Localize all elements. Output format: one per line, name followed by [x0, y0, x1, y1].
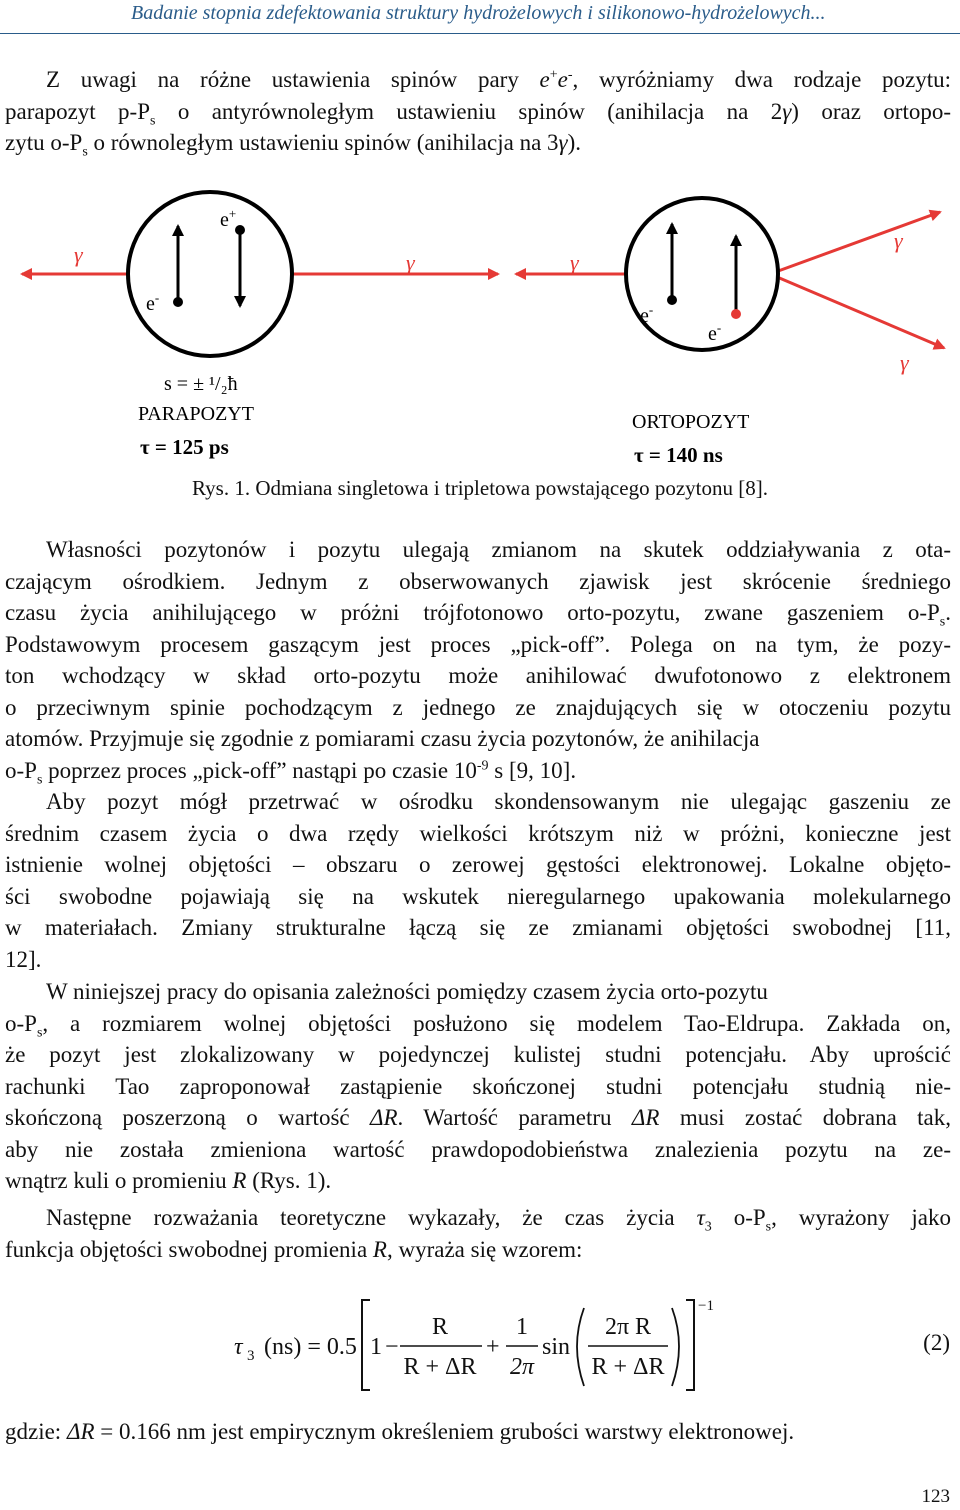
frac3-numerator: 2π R	[604, 1314, 652, 1340]
formula-tau-sub: 3	[247, 1348, 255, 1364]
particle-dot-2	[731, 309, 741, 319]
formula-one: 1	[370, 1334, 382, 1360]
paragraph-pick-off: Własności pozytonów i pozytu ulegają zmianom na skutek oddziaływania z ota- czającym ośrodkiem. Jednym z obserwowanych zjawisk jest skrócenie średniego czasu życia anihilującego w próżni trójfotonowo orto-pozytu, zwane gaszeniem $o-P_s$. Podstawowym procesem gaszącym jest proces „pick-off”. Polega on na tym, że pozy- ton wchodzący w skład orto-pozytu może anihilować dwufotonowo z elektronem o przeciwnym spinie pochodzącym z jednego ze znajdujących się w otoczeniu pozytu atomów. Przyjmuje się zgodnie z pomiarami czasu życia pozytonów, że anihilacja $o-P_s$ poprzez proces „pick-off” nastąpi po czasie $10^{-9}$ s [9, 10].	[5, 537, 951, 788]
gamma-arrow-top	[770, 212, 940, 274]
paragraph-formula-intro: Następne rozważania teoretyczne wykazały, że czas życia $\tau_3$ $o-P_s$, wyrażony jako funkcja objętości swobodnej promienia R, wyraża się wzorem:	[5, 1205, 951, 1262]
formula-exponent: −1	[698, 1298, 714, 1314]
gamma-label-right: γ	[406, 250, 415, 275]
tau3-formula	[230, 1292, 730, 1402]
orthopositronium-circle	[626, 198, 778, 350]
formula-plus: +	[486, 1334, 500, 1360]
orthopositronium-name: ORTOPOZYT	[632, 411, 750, 433]
positron-dot	[235, 225, 245, 235]
gamma-arrow-bottom	[770, 274, 944, 348]
gamma-label-left: γ	[570, 250, 579, 275]
running-header	[0, 0, 960, 34]
particle-dot-1	[667, 295, 677, 305]
right-paren	[672, 1308, 679, 1386]
paragraph-tao-eldrup: W niniejszej pracy do opisania zależności pomiędzy czasem życia orto-pozytu $o-P_s$, a rozmiarem wolnej objętości posłużono się modelem Tao-Eldrupa. Zakłada on, że pozyt jest zlokalizowany w pojedynczej kulistej studni potencjału. Aby uprościć rachunki Tao zaproponował zastąpienie skończonej studni potencjału studnią nie- skończoną poszerzoną o wartość ΔR. Wartość parametru ΔR musi zostać dobrana tak, aby nie została zmieniona wartość prawdopodobieństwa znalezienia pozytu na ze- wnątrz kuli o promieniu R (Rys. 1).	[5, 979, 952, 1193]
formula-lhs: (ns) = 0.5	[264, 1334, 357, 1360]
frac1-numerator: R	[431, 1314, 449, 1340]
gamma-label-bottom: γ	[900, 350, 909, 375]
frac3-denominator: R + ΔR	[591, 1354, 665, 1380]
paragraph-intro: Z uwagi na różne ustawienia spinów pary e+e-, wyróżniamy dwa rodzaje pozytu: parapozyt $p-P_s$ o antyrównoległym ustawieniu spinów (anihilacja na 2γ) oraz ortopo- zytu $o-P_s$ o równoległym ustawieniu spinów (anihilacja na 3γ).	[5, 67, 951, 160]
spin-label: s = ± ¹/₂ħ	[164, 373, 238, 395]
left-bracket	[362, 1300, 370, 1390]
figure-caption: Rys. 1. Odmiana singletowa i tripletowa powstającego pozytonu [8].	[192, 476, 768, 500]
paragraph-free-volume: Aby pozyt mógł przetrwać w ośrodku skondensowanym nie ulegając gaszeniu ze średnim czasem życia o dwa rzędy wielkości krótszym niż w próżni, konieczne jest istnienie wolnej objętości – obszaru o zerowej gęstości elektronowej. Lokalne objęto- ści swobodne pojawiają się na wskutek nieregularnego upakowania molekularnego w materiałach. Zmiany strukturalne łączą się ze zmianami objętości swobodnej [11, 12].	[5, 789, 951, 972]
frac2-numerator: 1	[516, 1314, 528, 1340]
electron-label: e-	[146, 290, 160, 315]
gamma-label-left: γ	[74, 242, 83, 267]
parapositronium-name: PARAPOZYT	[138, 403, 254, 425]
formula-minus: −	[385, 1334, 399, 1360]
electron-dot	[173, 297, 183, 307]
right-bracket	[686, 1300, 694, 1390]
gamma-label-top: γ	[894, 228, 903, 253]
parapositronium-circle	[128, 192, 292, 356]
electron-label-2: e-	[708, 320, 722, 345]
formula-explanation: gdzie: ΔR = 0.166 nm jest empirycznym określeniem grubości warstwy elektronowej.	[5, 1419, 795, 1444]
positron-label: e+	[220, 206, 237, 231]
frac1-denominator: R + ΔR	[403, 1354, 477, 1380]
formula-tau: τ	[234, 1334, 243, 1360]
frac2-denominator: 2π	[509, 1354, 535, 1380]
equation-number: (2)	[923, 1330, 950, 1355]
orthopositronium-diagram	[516, 198, 944, 467]
positronium-figure	[0, 190, 960, 480]
header-rule	[0, 33, 960, 34]
page-number: 123	[921, 1486, 950, 1507]
electron-label-1: e-	[640, 302, 654, 327]
left-paren	[577, 1308, 584, 1386]
parapositronium-lifetime: τ = 125 ps	[140, 435, 229, 459]
parapositronium-diagram	[22, 192, 498, 459]
formula-sin: sin	[542, 1334, 571, 1360]
orthopositronium-lifetime: τ = 140 ns	[634, 443, 723, 467]
running-title: Badanie stopnia zdefektowania struktury hydrożelowych i silikonowo-hydrożelowych...	[131, 2, 826, 24]
